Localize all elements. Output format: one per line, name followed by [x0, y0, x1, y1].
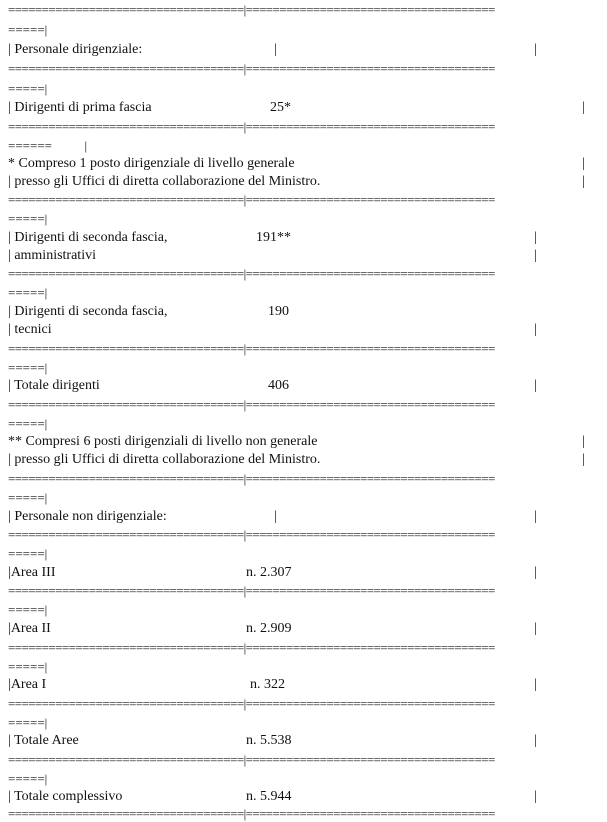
- separator-tail: =====|: [8, 490, 48, 505]
- separator-tail: =====|: [8, 416, 48, 431]
- column-divider: |: [534, 230, 537, 245]
- column-divider: |: [534, 509, 537, 524]
- row-label-dirigenti-seconda-tecnici: | Dirigenti di seconda fascia,: [8, 304, 168, 319]
- separator-tail: =====|: [8, 81, 48, 96]
- section-heading-personale-non-dirigenziale: | Personale non dirigenziale:: [8, 509, 167, 524]
- row-value-dirigenti-seconda-tecnici: 190: [268, 304, 289, 319]
- section-heading-personale-dirigenziale: | Personale dirigenziale:: [8, 42, 143, 57]
- column-divider: |: [534, 565, 537, 580]
- column-divider: |: [534, 322, 537, 337]
- column-divider: |: [534, 733, 537, 748]
- footnote-line: | presso gli Uffici di diretta collaborazione del Ministro.: [8, 174, 321, 189]
- row-label-totale-complessivo: | Totale complessivo: [8, 789, 123, 804]
- separator-line: ===================================|=====================================: [8, 471, 495, 486]
- row-label-area-1: |Area I: [8, 677, 47, 692]
- column-divider: |: [582, 434, 585, 449]
- column-divider: |: [582, 174, 585, 189]
- column-divider: |: [534, 677, 537, 692]
- separator-tail: ====== |: [8, 138, 88, 153]
- separator-line: ===================================|=====================================: [8, 583, 495, 598]
- column-divider: |: [274, 42, 277, 57]
- separator-tail: =====|: [8, 546, 48, 561]
- footnote-line: ** Compresi 6 posti dirigenziali di livello non generale: [8, 434, 318, 449]
- footnote-line: | presso gli Uffici di diretta collaborazione del Ministro.: [8, 452, 321, 467]
- separator-line: ===================================|=====================================: [8, 61, 495, 76]
- column-divider: |: [534, 789, 537, 804]
- separator-line: ===================================|=====================================: [8, 752, 495, 767]
- separator-line: ===================================|=====================================: [8, 2, 495, 17]
- separator-line: ===================================|=====================================: [8, 397, 495, 412]
- column-divider: |: [582, 100, 585, 115]
- column-divider: |: [534, 621, 537, 636]
- row-value-dirigenti-seconda-amministrativi: 191**: [256, 230, 291, 245]
- column-divider: |: [534, 248, 537, 263]
- row-label-dirigenti-seconda-amministrativi: | Dirigenti di seconda fascia,: [8, 230, 168, 245]
- separator-line: ===================================|=====================================: [8, 806, 495, 821]
- column-divider: |: [534, 42, 537, 57]
- separator-line: ===================================|=====================================: [8, 192, 495, 207]
- row-value-totale-dirigenti: 406: [268, 378, 289, 393]
- row-label-area-3: |Area III: [8, 565, 56, 580]
- row-label-totale-dirigenti: | Totale dirigenti: [8, 378, 100, 393]
- separator-line: ===================================|=====================================: [8, 341, 495, 356]
- separator-tail: =====|: [8, 659, 48, 674]
- row-label-continuation: | tecnici: [8, 322, 52, 337]
- row-value-totale-complessivo: n. 5.944: [246, 789, 292, 804]
- column-divider: |: [534, 378, 537, 393]
- column-divider: |: [582, 156, 585, 171]
- row-value-area-2: n. 2.909: [246, 621, 292, 636]
- column-divider: |: [582, 452, 585, 467]
- separator-line: ===================================|=====================================: [8, 119, 495, 134]
- separator-tail: =====|: [8, 285, 48, 300]
- row-value-area-3: n. 2.307: [246, 565, 292, 580]
- row-value-area-1: n. 322: [250, 677, 285, 692]
- separator-tail: =====|: [8, 22, 48, 37]
- row-value-totale-aree: n. 5.538: [246, 733, 292, 748]
- separator-tail: =====|: [8, 211, 48, 226]
- separator-tail: =====|: [8, 602, 48, 617]
- separator-line: ===================================|=====================================: [8, 266, 495, 281]
- separator-tail: =====|: [8, 360, 48, 375]
- separator-tail: =====|: [8, 715, 48, 730]
- row-value-dirigenti-prima-fascia: 25*: [270, 100, 291, 115]
- column-divider: |: [274, 509, 277, 524]
- separator-tail: =====|: [8, 771, 48, 786]
- row-label-dirigenti-prima-fascia: | Dirigenti di prima fascia: [8, 100, 152, 115]
- row-label-totale-aree: | Totale Aree: [8, 733, 79, 748]
- separator-line: ===================================|=====================================: [8, 696, 495, 711]
- footnote-line: * Compreso 1 posto dirigenziale di livello generale: [8, 156, 295, 171]
- separator-line: ===================================|=====================================: [8, 640, 495, 655]
- row-label-area-2: |Area II: [8, 621, 51, 636]
- row-label-continuation: | amministrativi: [8, 248, 96, 263]
- separator-line: ===================================|=====================================: [8, 527, 495, 542]
